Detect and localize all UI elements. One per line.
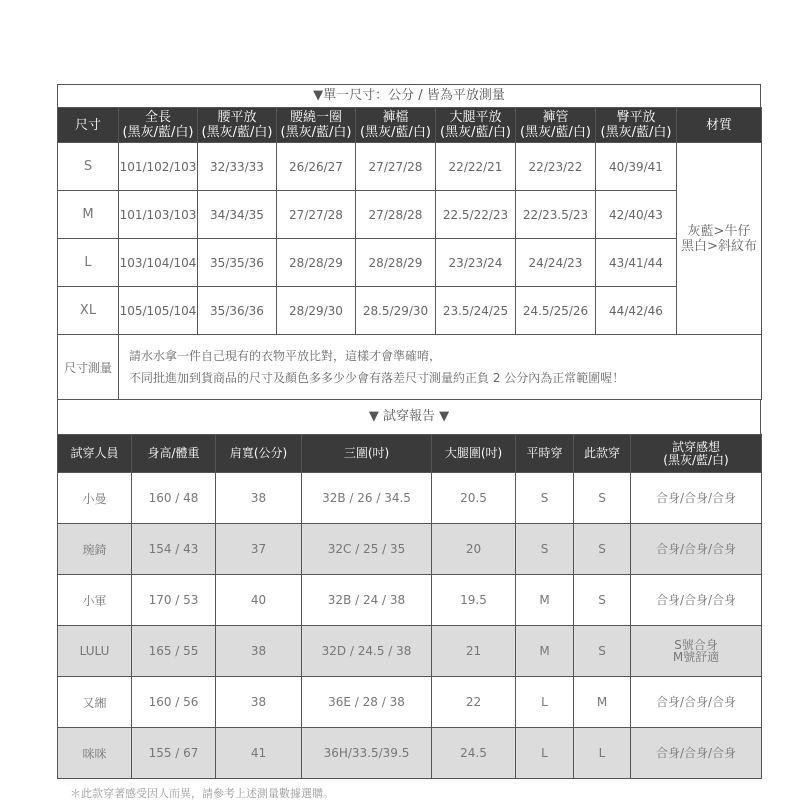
table-cell: 27/28/28 bbox=[356, 191, 436, 239]
fit-report-caption: ▼ 試穿報告 ▼ bbox=[57, 400, 761, 434]
table-cell: 22/23.5/23 bbox=[516, 191, 596, 239]
table-cell: 23/23/24 bbox=[436, 239, 516, 287]
table-row bbox=[58, 524, 762, 575]
size-row-xl bbox=[58, 287, 762, 335]
table-cell: 34/34/35 bbox=[198, 191, 277, 239]
size-label: L bbox=[58, 239, 119, 287]
header-cell: 平時穿 bbox=[516, 435, 574, 473]
table-cell: M bbox=[516, 575, 574, 626]
table-cell: M bbox=[574, 677, 631, 728]
table-cell: S bbox=[574, 575, 631, 626]
tester-name: LULU bbox=[58, 626, 132, 677]
table-cell: 35/36/36 bbox=[198, 287, 277, 335]
measure-note-row bbox=[58, 335, 762, 400]
table-cell: 101/102/103 bbox=[119, 143, 198, 191]
table-cell: 105/105/104 bbox=[119, 287, 198, 335]
header-cell: 肩寬(公分) bbox=[216, 435, 302, 473]
table-cell: 22.5/22/23 bbox=[436, 191, 516, 239]
size-label: M bbox=[58, 191, 119, 239]
size-row-s bbox=[58, 143, 762, 191]
table-cell: L bbox=[516, 728, 574, 779]
table-cell: 23.5/24/25 bbox=[436, 287, 516, 335]
fit-feedback: S號合身 M號舒適 bbox=[631, 626, 762, 677]
measure-note-line: 不同批進加到貨商品的尺寸及顏色多多少少會有落差尺寸測量約正負 2 公分內為正常範圍喔！ bbox=[129, 371, 625, 385]
table-cell: 155 / 67 bbox=[132, 728, 216, 779]
table-row bbox=[58, 626, 762, 677]
table-cell: 40 bbox=[216, 575, 302, 626]
table-cell: 32B / 26 / 34.5 bbox=[302, 473, 432, 524]
table-cell: 160 / 56 bbox=[132, 677, 216, 728]
table-cell: L bbox=[574, 728, 631, 779]
header-cell: 試穿人員 bbox=[58, 435, 132, 473]
table-cell: 42/40/43 bbox=[596, 191, 677, 239]
table-cell: 24/24/23 bbox=[516, 239, 596, 287]
table-cell: 27/27/28 bbox=[356, 143, 436, 191]
header-cell: 腰繞一圈 (黑灰/藍/白) bbox=[277, 108, 356, 143]
table-cell: 28.5/29/30 bbox=[356, 287, 436, 335]
table-cell: 41 bbox=[216, 728, 302, 779]
table-cell: L bbox=[516, 677, 574, 728]
table-cell: 19.5 bbox=[432, 575, 516, 626]
table-cell: 28/28/29 bbox=[277, 239, 356, 287]
table-cell: 38 bbox=[216, 677, 302, 728]
header-cell: 全長 (黑灰/藍/白) bbox=[119, 108, 198, 143]
table-row bbox=[58, 473, 762, 524]
footnote: ＊此款穿著感受因人而異，請參考上述測量數據選購。 bbox=[70, 787, 334, 800]
tester-name: 小軍 bbox=[58, 575, 132, 626]
table-cell: 170 / 53 bbox=[132, 575, 216, 626]
measure-note-label: 尺寸測量 bbox=[58, 335, 119, 400]
header-cell: 三圍(吋) bbox=[302, 435, 432, 473]
table-cell: M bbox=[516, 626, 574, 677]
table-cell: S bbox=[574, 524, 631, 575]
tester-name: 咪咪 bbox=[58, 728, 132, 779]
header-cell: 大腿平放 (黑灰/藍/白) bbox=[436, 108, 516, 143]
header-cell: 大腿圍(吋) bbox=[432, 435, 516, 473]
fit-report-table bbox=[57, 434, 762, 779]
table-cell: 32C / 25 / 35 bbox=[302, 524, 432, 575]
table-cell: 22/22/21 bbox=[436, 143, 516, 191]
table-cell: 165 / 55 bbox=[132, 626, 216, 677]
material-cell: 灰藍>牛仔 黑白>斜紋布 bbox=[677, 143, 762, 335]
table-cell: 154 / 43 bbox=[132, 524, 216, 575]
header-cell: 褲管 (黑灰/藍/白) bbox=[516, 108, 596, 143]
fit-feedback: 合身/合身/合身 bbox=[631, 677, 762, 728]
product-info-block bbox=[57, 84, 761, 779]
header-cell: 此款穿 bbox=[574, 435, 631, 473]
table-cell: 35/35/36 bbox=[198, 239, 277, 287]
header-cell: 材質 bbox=[677, 108, 762, 143]
fit-feedback: 合身/合身/合身 bbox=[631, 524, 762, 575]
header-cell: 腰平放 (黑灰/藍/白) bbox=[198, 108, 277, 143]
table-cell: 21 bbox=[432, 626, 516, 677]
table-cell: 26/26/27 bbox=[277, 143, 356, 191]
size-table-header-row bbox=[58, 108, 762, 143]
fit-table-header-row bbox=[58, 435, 762, 473]
table-cell: 38 bbox=[216, 473, 302, 524]
fit-feedback: 合身/合身/合身 bbox=[631, 575, 762, 626]
table-cell: 20 bbox=[432, 524, 516, 575]
table-cell: 24.5 bbox=[432, 728, 516, 779]
table-cell: 32B / 24 / 38 bbox=[302, 575, 432, 626]
table-cell: 101/103/103 bbox=[119, 191, 198, 239]
size-label: S bbox=[58, 143, 119, 191]
table-cell: 20.5 bbox=[432, 473, 516, 524]
header-cell: 尺寸 bbox=[58, 108, 119, 143]
table-cell: S bbox=[574, 473, 631, 524]
table-cell: 44/42/46 bbox=[596, 287, 677, 335]
header-cell: 臀平放 (黑灰/藍/白) bbox=[596, 108, 677, 143]
table-cell: 22/23/22 bbox=[516, 143, 596, 191]
table-cell: 40/39/41 bbox=[596, 143, 677, 191]
table-cell: S bbox=[516, 473, 574, 524]
table-row bbox=[58, 575, 762, 626]
size-row-m bbox=[58, 191, 762, 239]
tester-name: 琬錡 bbox=[58, 524, 132, 575]
header-cell: 身高/體重 bbox=[132, 435, 216, 473]
measure-note-text bbox=[119, 335, 762, 400]
table-row bbox=[58, 728, 762, 779]
fit-feedback: 合身/合身/合身 bbox=[631, 473, 762, 524]
table-cell: 37 bbox=[216, 524, 302, 575]
table-cell: 36E / 28 / 38 bbox=[302, 677, 432, 728]
table-cell: 43/41/44 bbox=[596, 239, 677, 287]
fit-feedback: 合身/合身/合身 bbox=[631, 728, 762, 779]
header-cell: 試穿感想 (黑灰/藍/白) bbox=[631, 435, 762, 473]
table-cell: 103/104/104 bbox=[119, 239, 198, 287]
table-row bbox=[58, 677, 762, 728]
tester-name: 又緗 bbox=[58, 677, 132, 728]
size-label: XL bbox=[58, 287, 119, 335]
size-table-caption: ▼單一尺寸：公分 / 皆為平放測量 bbox=[57, 84, 761, 107]
size-row-l bbox=[58, 239, 762, 287]
table-cell: 32/33/33 bbox=[198, 143, 277, 191]
tester-name: 小曼 bbox=[58, 473, 132, 524]
size-table bbox=[57, 107, 762, 400]
measure-note-line: 請水水拿一件自己現有的衣物平放比對，這樣才會準確唷， bbox=[129, 349, 442, 363]
table-cell: 24.5/25/26 bbox=[516, 287, 596, 335]
header-cell: 褲檔 (黑灰/藍/白) bbox=[356, 108, 436, 143]
table-cell: 28/29/30 bbox=[277, 287, 356, 335]
table-cell: 36H/33.5/39.5 bbox=[302, 728, 432, 779]
table-cell: 38 bbox=[216, 626, 302, 677]
table-cell: 28/28/29 bbox=[356, 239, 436, 287]
table-cell: S bbox=[516, 524, 574, 575]
table-cell: S bbox=[574, 626, 631, 677]
table-cell: 160 / 48 bbox=[132, 473, 216, 524]
table-cell: 27/27/28 bbox=[277, 191, 356, 239]
table-cell: 22 bbox=[432, 677, 516, 728]
table-cell: 32D / 24.5 / 38 bbox=[302, 626, 432, 677]
